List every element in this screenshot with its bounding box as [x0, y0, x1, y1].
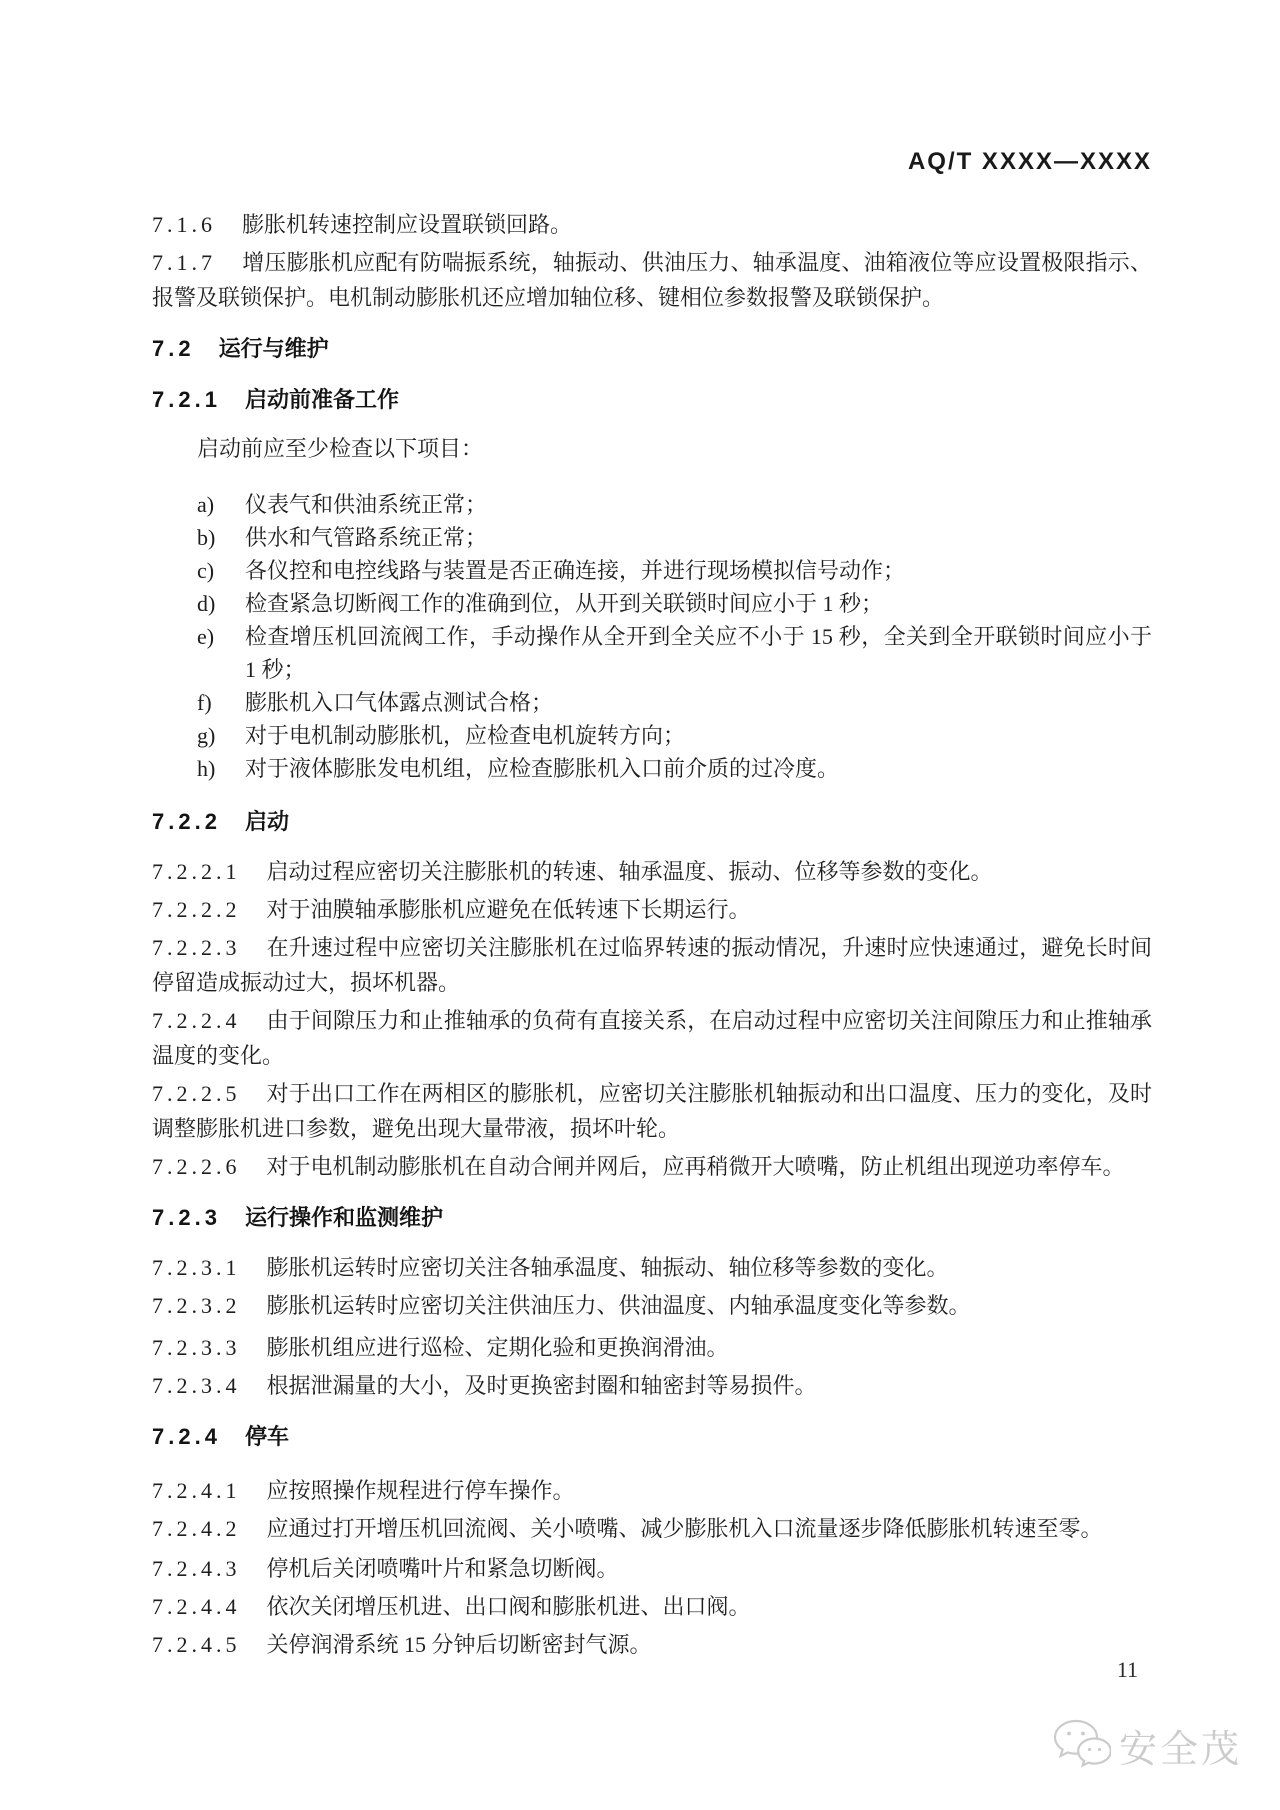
heading-number: 7.2.3	[152, 1205, 221, 1230]
clause-7-2-3-3	[152, 1330, 1152, 1365]
clause-7-1-6	[152, 207, 1152, 242]
clause-number: 7.2.4.5	[152, 1632, 241, 1657]
list-item-c	[197, 554, 1152, 587]
heading-number: 7.2	[152, 336, 195, 361]
list-item-g	[197, 719, 1152, 752]
clause-number: 7.1.6	[152, 212, 216, 237]
heading-title: 运行与维护	[218, 336, 329, 361]
clause-text: 应按照操作规程进行停车操作。	[266, 1478, 575, 1503]
clause-number: 7.1.7	[152, 250, 216, 275]
clause-7-2-4-5	[152, 1627, 1152, 1662]
page-number: 11	[1116, 1657, 1138, 1682]
list-item-label: a)	[197, 492, 215, 517]
clause-7-2-4-1	[152, 1473, 1152, 1508]
list-item-f	[197, 686, 1152, 719]
list-item-text: 供水和气管路系统正常；	[245, 525, 488, 550]
clause-text: 膨胀机运转时应密切关注供油压力、供油温度、内轴承温度变化等参数。	[266, 1293, 971, 1318]
list-item-h	[197, 752, 1152, 785]
clause-number: 7.2.3.1	[152, 1255, 241, 1280]
clause-text: 膨胀机运转时应密切关注各轴承温度、轴振动、轴位移等参数的变化。	[266, 1255, 949, 1280]
heading-number: 7.2.2	[152, 809, 221, 834]
header-doc-code: AQ/T XXXX—XXXX	[907, 148, 1152, 175]
clause-text: 在升速过程中应密切关注膨胀机在过临界转速的振动情况，升速时应快速通过，避免长时间停留造成振动过大，损坏机器。	[152, 935, 1152, 995]
list-item-label: d)	[197, 591, 216, 616]
list-item-text: 检查紧急切断阀工作的准确到位，从开到关联锁时间应小于 1 秒；	[245, 591, 884, 616]
clause-text: 由于间隙压力和止推轴承的负荷有直接关系，在启动过程中应密切关注间隙压力和止推轴承温度的变化。	[152, 1008, 1152, 1068]
clause-number: 7.2.3.4	[152, 1373, 241, 1398]
list-item-text: 各仪控和电控线路与装置是否正确连接，并进行现场模拟信号动作；	[245, 558, 906, 583]
clause-7-2-2-3	[152, 930, 1152, 1000]
list-intro: 启动前应至少检查以下项目：	[197, 436, 484, 461]
clause-number: 7.2.4.1	[152, 1478, 241, 1503]
heading-title: 停车	[244, 1424, 289, 1449]
clause-number: 7.2.2.6	[152, 1154, 241, 1179]
list-item-text: 对于液体膨胀发电机组，应检查膨胀机入口前介质的过冷度。	[245, 756, 840, 781]
clause-7-2-2-1	[152, 854, 1152, 889]
clause-7-2-2-5	[152, 1076, 1152, 1146]
list-item-d	[197, 587, 1152, 620]
clause-7-2-4-2	[152, 1511, 1152, 1546]
clause-number: 7.2.4.3	[152, 1556, 241, 1581]
list-item-label: f)	[197, 690, 212, 715]
clause-text: 对于电机制动膨胀机在自动合闸并网后，应再稍微开大喷嘴，防止机组出现逆功率停车。	[266, 1154, 1125, 1179]
clause-number: 7.2.2.4	[152, 1008, 241, 1033]
list-item-label: e)	[197, 624, 215, 649]
clause-text: 关停润滑系统 15 分钟后切断密封气源。	[266, 1632, 652, 1657]
clause-text: 根据泄漏量的大小，及时更换密封圈和轴密封等易损件。	[266, 1373, 817, 1398]
clause-number: 7.2.4.2	[152, 1516, 241, 1541]
document-content	[152, 0, 1152, 1662]
clause-number: 7.2.3.3	[152, 1335, 241, 1360]
list-item-e	[197, 620, 1152, 686]
heading-7-2-1	[152, 382, 1152, 417]
list-item-label: c)	[197, 558, 215, 583]
heading-7-2	[152, 331, 1152, 366]
wechat-chat-bubbles-icon	[1053, 1719, 1111, 1773]
heading-title: 启动前准备工作	[244, 387, 399, 412]
clause-7-2-4-4	[152, 1589, 1152, 1624]
clause-number: 7.2.4.4	[152, 1594, 241, 1619]
heading-7-2-3	[152, 1200, 1152, 1235]
clause-number: 7.2.2.5	[152, 1081, 241, 1106]
clause-7-2-4-3	[152, 1551, 1152, 1586]
watermark	[1053, 1718, 1242, 1773]
heading-title: 启动	[244, 809, 289, 834]
clause-text: 应通过打开增压机回流阀、关小喷嘴、减少膨胀机入口流量逐步降低膨胀机转速至零。	[266, 1516, 1103, 1541]
clause-text: 停机后关闭喷嘴叶片和紧急切断阀。	[266, 1556, 619, 1581]
clause-text: 启动过程应密切关注膨胀机的转速、轴承温度、振动、位移等参数的变化。	[266, 859, 993, 884]
heading-number: 7.2.4	[152, 1424, 221, 1449]
clause-7-2-3-2	[152, 1288, 1152, 1323]
checklist	[152, 488, 1152, 785]
clause-text: 对于出口工作在两相区的膨胀机，应密切关注膨胀机轴振动和出口温度、压力的变化，及时调整膨胀机进口参数，避免出现大量带液，损坏叶轮。	[152, 1081, 1152, 1141]
list-item-label: g)	[197, 723, 216, 748]
list-item-text: 仪表气和供油系统正常；	[245, 492, 488, 517]
list-item-label: h)	[197, 756, 216, 781]
list-item-b	[197, 521, 1152, 554]
list-item-text: 对于电机制动膨胀机，应检查电机旋转方向；	[245, 723, 686, 748]
list-item-label: b)	[197, 525, 216, 550]
clause-text: 膨胀机组应进行巡检、定期化验和更换润滑油。	[266, 1335, 729, 1360]
heading-title: 运行操作和监测维护	[244, 1205, 443, 1230]
list-item-text: 膨胀机入口气体露点测试合格；	[245, 690, 554, 715]
clause-number: 7.2.3.2	[152, 1293, 241, 1318]
clause-7-2-2-6	[152, 1149, 1152, 1184]
clause-7-2-2-2	[152, 892, 1152, 927]
clause-7-2-2-4	[152, 1003, 1152, 1073]
clause-7-2-3-1	[152, 1250, 1152, 1285]
list-item-a	[197, 488, 1152, 521]
clause-7-1-7	[152, 245, 1152, 315]
clause-text: 依次关闭增压机进、出口阀和膨胀机进、出口阀。	[266, 1594, 751, 1619]
heading-number: 7.2.1	[152, 387, 221, 412]
list-item-text: 检查增压机回流阀工作，手动操作从全开到全关应不小于 15 秒，全关到全开联锁时间应小于 1 秒；	[245, 624, 1152, 682]
clause-7-2-3-4	[152, 1368, 1152, 1403]
heading-7-2-2	[152, 804, 1152, 839]
clause-text: 增压膨胀机应配有防喘振系统，轴振动、供油压力、轴承温度、油箱液位等应设置极限指示、报警及联锁保护。电机制动膨胀机还应增加轴位移、键相位参数报警及联锁保护。	[152, 250, 1152, 310]
clause-text: 对于油膜轴承膨胀机应避免在低转速下长期运行。	[266, 897, 751, 922]
clause-number: 7.2.2.1	[152, 859, 241, 884]
clause-text: 膨胀机转速控制应设置联锁回路。	[242, 212, 573, 237]
clause-number: 7.2.2.2	[152, 897, 241, 922]
clause-number: 7.2.2.3	[152, 935, 241, 960]
heading-7-2-4	[152, 1419, 1152, 1454]
watermark-text: 安全茂	[1118, 1729, 1242, 1771]
